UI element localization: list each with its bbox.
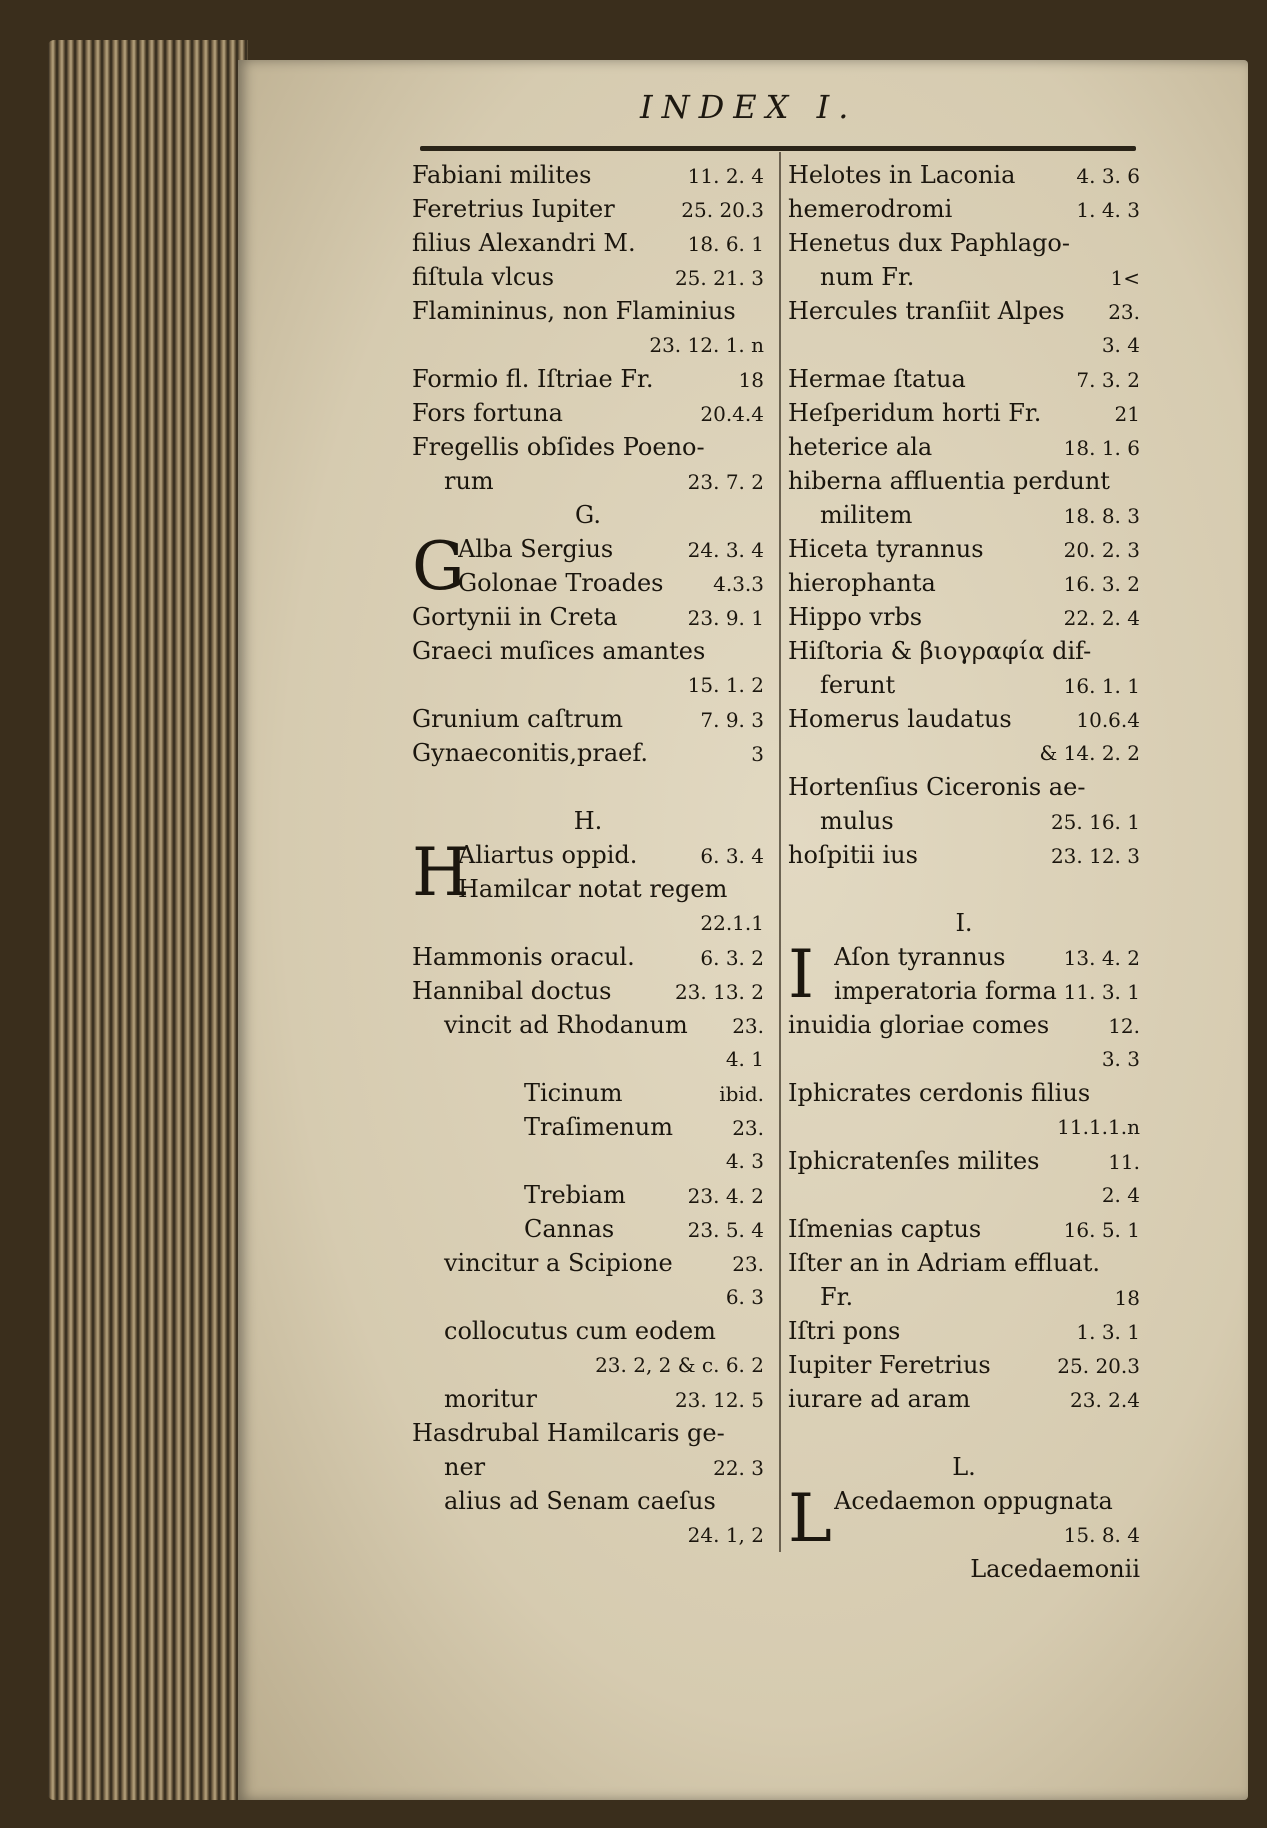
entry-ref: 15. 8. 4: [1063, 1523, 1140, 1547]
entry-term: Hiceta tyrannus: [788, 535, 984, 563]
entry-ref: 7. 9. 3: [700, 708, 764, 732]
entry-term: filius Alexandri M.: [412, 229, 636, 257]
entry-term: Alba Sergius: [458, 535, 614, 563]
index-entry: [788, 1144, 1140, 1178]
spacer: [788, 1416, 1140, 1450]
entry-ref: 16. 5. 1: [1063, 1218, 1140, 1242]
entry-term: Grunium caſtrum: [412, 705, 624, 733]
index-entry-continuation: [788, 328, 1140, 362]
index-entry-continuation: [412, 906, 764, 940]
entry-ref: 1<: [1110, 266, 1140, 290]
entry-ref: 22. 3: [713, 1456, 764, 1480]
index-entry: [788, 1314, 1140, 1348]
entry-term: Hercules tranſiit Alpes: [788, 297, 1065, 325]
index-entry: [788, 1382, 1140, 1416]
entry-term: Homerus laudatus: [788, 705, 1012, 733]
entry-ref: 23.: [1108, 300, 1140, 324]
index-entry: [412, 396, 764, 430]
entry-ref: 16. 3. 2: [1063, 572, 1140, 596]
entry-term: Ticinum: [524, 1079, 623, 1107]
index-entry-continuation: [834, 1518, 1140, 1552]
dropcap-letter: H: [412, 834, 470, 911]
section-letter-l: L.: [952, 1453, 976, 1481]
index-entry: [412, 294, 764, 328]
catchword: [788, 1552, 1140, 1586]
entry-ref: 18: [1114, 1286, 1140, 1310]
entry-ref: 6. 3: [725, 1285, 764, 1309]
section-letter-h: H.: [573, 807, 603, 835]
index-entry: [788, 294, 1140, 328]
entry-term: Hiſtoria & βιογραφία dif-: [788, 637, 1092, 665]
index-entry: [788, 1008, 1140, 1042]
entry-term: moritur: [444, 1385, 537, 1413]
entry-term: Iſtri pons: [788, 1317, 901, 1345]
index-entry-continuation: [412, 1450, 764, 1484]
entry-ref: 25. 21. 3: [674, 266, 764, 290]
entry-ref: 23. 9. 1: [687, 606, 764, 630]
index-entry-continuation: [788, 804, 1140, 838]
index-entry-continuation: [412, 1348, 764, 1382]
entry-ref: 23. 13. 2: [674, 980, 764, 1004]
entry-ref: 23. 2, 2 & c. 6. 2: [595, 1353, 764, 1377]
dropcap-letter: G: [412, 528, 465, 605]
entry-term: Gynaeconitis,praef.: [412, 739, 648, 767]
entry-ref: 7. 3. 2: [1076, 368, 1140, 392]
spacer: [788, 872, 1140, 906]
entry-ref: 1. 4. 3: [1076, 198, 1140, 222]
section-letter-g: G.: [575, 501, 601, 529]
index-entry-continuation: [412, 1144, 764, 1178]
index-subentry: [412, 1484, 764, 1518]
dropcap-block-g: [412, 528, 764, 605]
index-entry: [412, 158, 764, 192]
index-entry: [788, 1212, 1140, 1246]
index-entry-continuation: [788, 1042, 1140, 1076]
index-entry-continuation: [788, 1280, 1140, 1314]
entry-ref: 25. 16. 1: [1050, 810, 1140, 834]
entry-ref: 23. 7. 2: [687, 470, 764, 494]
entry-term: Iſmenias captus: [788, 1215, 982, 1243]
index-entry: [834, 940, 1140, 974]
index-entry: [834, 974, 1140, 1008]
index-entry: [412, 1416, 764, 1450]
index-entry: [788, 770, 1140, 804]
entry-ref: 23. 2.4: [1070, 1388, 1140, 1412]
index-entry: [412, 362, 764, 396]
index-entry: [788, 396, 1140, 430]
entry-term: num Fr.: [820, 263, 915, 291]
entry-term: alius ad Senam caeſus: [444, 1487, 716, 1515]
entry-ref: 3. 3: [1101, 1047, 1140, 1071]
entry-ref: 23.: [732, 1252, 764, 1276]
entry-term: Trebiam: [524, 1181, 626, 1209]
entry-term: hierophanta: [788, 569, 936, 597]
index-subentry: [412, 1212, 764, 1246]
entry-ref: 10.6.4: [1076, 708, 1140, 732]
entry-term: hoſpitii ius: [788, 841, 918, 869]
entry-ref: 11. 2. 4: [687, 164, 764, 188]
index-entry: [412, 974, 764, 1008]
entry-ref: 4. 3. 6: [1076, 164, 1140, 188]
index-entry: [788, 634, 1140, 668]
entry-ref: 23.: [732, 1014, 764, 1038]
entry-term: militem: [820, 501, 913, 529]
entry-term: ner: [444, 1453, 486, 1481]
index-entry: [412, 736, 764, 770]
entry-term: Helotes in Laconia: [788, 161, 1016, 189]
index-entry: [788, 702, 1140, 736]
index-entry: [412, 192, 764, 226]
entry-ref: 3. 4: [1101, 333, 1140, 357]
entry-ref: 23.: [732, 1116, 764, 1140]
entry-term: hiberna affluentia perdunt: [788, 467, 1110, 495]
dropcap-block-h: [412, 834, 764, 911]
entry-term: heterice ala: [788, 433, 933, 461]
section-letter-i: I.: [955, 909, 973, 937]
index-entry-continuation: [788, 260, 1140, 294]
entry-ref: 25. 20.3: [1057, 1354, 1140, 1378]
entry-ref: 11.: [1108, 1150, 1140, 1174]
entry-term: Fr.: [820, 1283, 854, 1311]
entry-term: imperatoria forma: [834, 977, 1057, 1005]
index-entry: [788, 226, 1140, 260]
entry-ref: 24. 3. 4: [687, 538, 764, 562]
entry-ref: 21: [1114, 402, 1140, 426]
index-subentry: [412, 1382, 764, 1416]
entry-term: Hannibal doctus: [412, 977, 612, 1005]
book-page-edges: [48, 40, 248, 1800]
entry-ref: 25. 20.3: [681, 198, 764, 222]
entry-term: Aliartus oppid.: [458, 841, 638, 869]
entry-ref: 11.1.1.n: [1057, 1115, 1140, 1139]
index-entry-continuation: [412, 464, 764, 498]
entry-term: fiſtula vlcus: [412, 263, 555, 291]
entry-term: Fregellis obſides Poeno-: [412, 433, 705, 461]
catchword-text: Lacedaemonii: [970, 1555, 1140, 1583]
index-entry: [788, 600, 1140, 634]
index-entry: [412, 702, 764, 736]
index-entry: [412, 430, 764, 464]
entry-term: Iupiter Feretrius: [788, 1351, 991, 1379]
index-entry: [458, 872, 764, 906]
entry-term: vincitur a Scipione: [444, 1249, 673, 1277]
entry-ref: 23. 12. 3: [1050, 844, 1140, 868]
entry-ref: 20.4.4: [700, 402, 764, 426]
entry-ref: 20. 2. 3: [1063, 538, 1140, 562]
entry-term: Fors fortuna: [412, 399, 563, 427]
entry-term: rum: [444, 467, 494, 495]
index-entry: [788, 566, 1140, 600]
entry-ref: 18: [738, 368, 764, 392]
entry-term: inuidia gloriae comes: [788, 1011, 1050, 1039]
index-column-right: [788, 158, 1140, 1586]
spacer: [412, 770, 764, 804]
entry-term: iurare ad aram: [788, 1385, 971, 1413]
entry-term: hemerodromi: [788, 195, 953, 223]
index-entry-continuation: [412, 668, 764, 702]
entry-ref: 23. 4. 2: [687, 1184, 764, 1208]
column-divider: [779, 152, 781, 1552]
index-entry-continuation: [412, 1280, 764, 1314]
entry-ref: 6. 3. 4: [700, 844, 764, 868]
entry-term: Hasdrubal Hamilcaris ge-: [412, 1419, 725, 1447]
index-entry-continuation: [788, 1110, 1140, 1144]
entry-ref: 23. 12. 5: [674, 1388, 764, 1412]
entry-ref: 23. 12. 1. n: [649, 333, 764, 357]
entry-ref: & 14. 2. 2: [1039, 741, 1140, 765]
entry-ref: 16. 1. 1: [1063, 674, 1140, 698]
index-entry: [788, 192, 1140, 226]
entry-term: Hermae ſtatua: [788, 365, 966, 393]
entry-term: ferunt: [820, 671, 896, 699]
index-entry: [412, 634, 764, 668]
entry-ref: 4. 3: [725, 1149, 764, 1173]
entry-ref: 13. 4. 2: [1063, 946, 1140, 970]
index-subentry: [412, 1246, 764, 1280]
index-entry: [788, 362, 1140, 396]
entry-term: Flamininus, non Flaminius: [412, 297, 736, 325]
entry-ref: 18. 1. 6: [1063, 436, 1140, 460]
entry-ref: 23. 5. 4: [687, 1218, 764, 1242]
entry-term: Iſter an in Adriam effluat.: [788, 1249, 1100, 1277]
entry-ref: 12.: [1108, 1014, 1140, 1038]
index-entry: [788, 430, 1140, 464]
index-subentry: [412, 1076, 764, 1110]
entry-term: Golonae Troades: [458, 569, 664, 597]
entry-ref: 2. 4: [1101, 1183, 1140, 1207]
entry-term: Aſon tyrannus: [834, 943, 1006, 971]
index-column-left: [412, 158, 764, 1552]
entry-term: mulus: [820, 807, 894, 835]
entry-term: Feretrius Iupiter: [412, 195, 615, 223]
entry-ref: 4. 1: [725, 1047, 764, 1071]
index-entry: [788, 1348, 1140, 1382]
page-header: INDEX I.: [640, 88, 858, 126]
index-entry: [412, 940, 764, 974]
entry-term: Fabiani milites: [412, 161, 592, 189]
index-entry: [412, 226, 764, 260]
entry-ref: ibid.: [719, 1082, 764, 1106]
entry-term: collocutus cum eodem: [444, 1317, 716, 1345]
entry-term: Gortynii in Creta: [412, 603, 618, 631]
entry-ref: 22.1.1: [700, 911, 764, 935]
dropcap-block-i: [788, 936, 1140, 1013]
entry-term: Heſperidum horti Fr.: [788, 399, 1042, 427]
entry-term: Hippo vrbs: [788, 603, 923, 631]
index-entry: [788, 464, 1140, 498]
index-entry-continuation: [412, 1518, 764, 1552]
entry-term: Henetus dux Paphlago-: [788, 229, 1070, 257]
entry-term: Formio fl. Iſtriae Fr.: [412, 365, 654, 393]
index-entry-continuation: [412, 1042, 764, 1076]
dropcap-block-l: [788, 1480, 1140, 1557]
index-entry: [834, 1484, 1140, 1518]
entry-term: Hammonis oracul.: [412, 943, 635, 971]
index-entry: [458, 566, 764, 600]
entry-term: Graeci muſices amantes: [412, 637, 706, 665]
dropcap-letter: L: [788, 1480, 832, 1557]
dropcap-letter: I: [788, 936, 815, 1013]
entry-term: Cannas: [524, 1215, 615, 1243]
index-entry: [788, 838, 1140, 872]
index-entry: [788, 532, 1140, 566]
index-entry: [412, 600, 764, 634]
entry-term: Acedaemon oppugnata: [834, 1487, 1113, 1515]
entry-term: Hamilcar notat regem: [458, 875, 728, 903]
index-entry: [788, 158, 1140, 192]
entry-term: vincit ad Rhodanum: [444, 1011, 688, 1039]
entry-ref: 4.3.3: [713, 572, 764, 596]
entry-term: Traſimenum: [524, 1113, 673, 1141]
index-entry-continuation: [788, 736, 1140, 770]
index-entry: [458, 532, 764, 566]
index-entry-continuation: [788, 668, 1140, 702]
index-subentry: [412, 1110, 764, 1144]
index-subentry: [412, 1008, 764, 1042]
index-entry-continuation: [412, 328, 764, 362]
index-entry: [788, 1076, 1140, 1110]
entry-ref: 1. 3. 1: [1076, 1320, 1140, 1344]
entry-term: Iphicratenſes milites: [788, 1147, 1040, 1175]
index-entry: [788, 1246, 1140, 1280]
entry-ref: 24. 1, 2: [687, 1523, 764, 1547]
entry-ref: 15. 1. 2: [687, 673, 764, 697]
entry-term: Hortenſius Ciceronis ae-: [788, 773, 1086, 801]
index-entry: [458, 838, 764, 872]
entry-ref: 18. 8. 3: [1063, 504, 1140, 528]
entry-ref: 18. 6. 1: [687, 232, 764, 256]
index-subentry: [412, 1314, 764, 1348]
entry-ref: 11. 3. 1: [1063, 980, 1140, 1004]
index-entry-continuation: [788, 1178, 1140, 1212]
header-rule: [420, 146, 1136, 151]
entry-ref: 22. 2. 4: [1063, 606, 1140, 630]
index-entry-continuation: [788, 498, 1140, 532]
entry-ref: 6. 3. 2: [700, 946, 764, 970]
entry-ref: 3: [751, 742, 764, 766]
index-entry: [412, 260, 764, 294]
entry-term: Iphicrates cerdonis filius: [788, 1079, 1091, 1107]
index-subentry: [412, 1178, 764, 1212]
